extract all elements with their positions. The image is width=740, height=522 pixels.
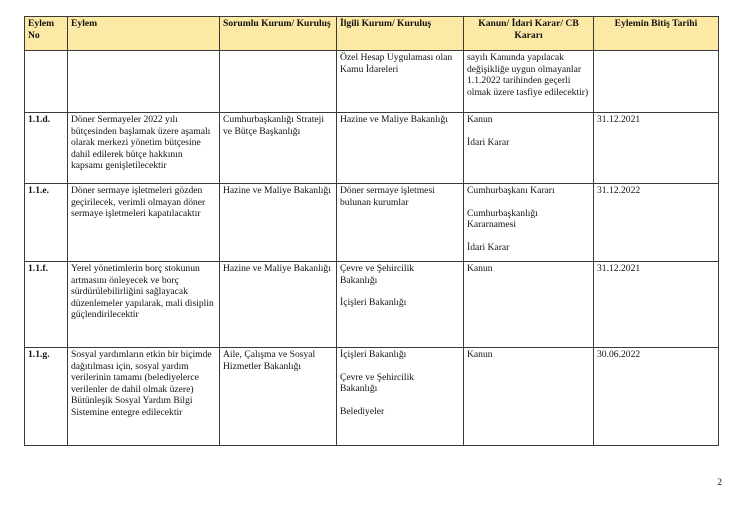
cell-code — [25, 51, 68, 113]
header-bitis-tarihi: Eylemin Bitiş Tarihi — [594, 17, 719, 51]
cell-ilgili — [337, 262, 464, 348]
table-header-row — [25, 17, 719, 51]
cell-kanun — [464, 348, 594, 446]
header-ilgili-kurum: İlgili Kurum/ Kuruluş — [337, 17, 464, 51]
kanun-entry: Cumhurbaşkanlığı Kararnamesi — [467, 207, 538, 231]
table-row — [25, 51, 719, 113]
cell-eylem: Yerel yönetimlerin borç stokunun artmasını önleyecek ve borç sürdürülebilirliğini sağlayacak düzenlemeler yapılarak, mali disiplin güçlendirilecektir — [68, 262, 220, 348]
action-plan-table — [24, 16, 719, 446]
ilgili-entry: Özel Hesap Uygulaması olan Kamu İdareleri — [340, 52, 453, 75]
header-eylem: Eylem — [68, 17, 220, 51]
spacer — [467, 126, 590, 137]
cell-kanun — [464, 262, 594, 348]
cell-sorumlu: Hazine ve Maliye Bakanlığı — [220, 184, 337, 262]
kanun-entry: Kanun — [467, 114, 493, 125]
spacer — [467, 197, 590, 208]
ilgili-entry: İçişleri Bakanlığı — [340, 349, 407, 360]
cell-ilgili — [337, 51, 464, 113]
cell-ilgili — [337, 348, 464, 446]
cell-code: 1.1.f. — [25, 262, 68, 348]
kanun-entry: Kanun — [467, 349, 493, 360]
spacer — [340, 395, 460, 406]
cell-sorumlu: Hazine ve Maliye Bakanlığı — [220, 262, 337, 348]
table-row — [25, 113, 719, 184]
cell-code: 1.1.e. — [25, 184, 68, 262]
table-row — [25, 262, 719, 348]
cell-code: 1.1.d. — [25, 113, 68, 184]
spacer — [467, 231, 590, 242]
table-row — [25, 184, 719, 262]
ilgili-entry: Hazine ve Maliye Bakanlığı — [340, 114, 448, 125]
cell-eylem — [68, 51, 220, 113]
cell-ilgili — [337, 113, 464, 184]
ilgili-entry: Döner sermaye işletmesi bulunan kurumlar — [340, 185, 435, 208]
cell-eylem: Döner sermaye işletmeleri gözden geçirilecek, verimli olmayan döner sermaye işletmeleri kapatılacaktır — [68, 184, 220, 262]
header-kanun-karar: Kanun/ İdari Karar/ CB Kararı — [464, 17, 594, 51]
cell-sorumlu — [220, 51, 337, 113]
kanun-entry: İdari Karar — [467, 136, 510, 148]
cell-tarih: 30.06.2022 — [594, 348, 719, 446]
ilgili-entry: Çevre ve Şehircilik Bakanlığı — [340, 263, 415, 286]
cell-tarih: 31.12.2021 — [594, 262, 719, 348]
cell-ilgili — [337, 184, 464, 262]
cell-eylem: Sosyal yardımların etkin bir biçimde dağıtılması için, sosyal yardım verilerinin tamamı (belediyelerce verilenler de dahil olmak üzere) Bütünleşik Sosyal Yardım Bilgi Sistemine entegre edilecektir — [68, 348, 220, 446]
cell-tarih: 31.12.2021 — [594, 113, 719, 184]
ilgili-entry: Belediyeler — [340, 405, 385, 417]
cell-sorumlu: Cumhurbaşkanlığı Strateji ve Bütçe Başkanlığı — [220, 113, 337, 184]
cell-kanun — [464, 113, 594, 184]
kanun-entry: sayılı Kanunda yapılacak değişikliğe uygun olmayanlar 1.1.2022 tarihinden geçerli olmak üzere tasfiye edilecektir) — [467, 52, 589, 98]
ilgili-entry: Çevre ve Şehircilik Bakanlığı — [340, 371, 415, 395]
cell-sorumlu: Aile, Çalışma ve Sosyal Hizmetler Bakanlığı — [220, 348, 337, 446]
header-sorumlu-kurum: Sorumlu Kurum/ Kuruluş — [220, 17, 337, 51]
kanun-entry: Cumhurbaşkanı Kararı — [467, 185, 555, 196]
kanun-entry: İdari Karar — [467, 241, 510, 253]
cell-eylem: Döner Sermayeler 2022 yılı bütçesinden başlamak üzere aşamalı olarak merkezi yönetim bütçesine dahil edilerek bütçe hakkının kapsamı genişletilecektir — [68, 113, 220, 184]
kanun-entry: Kanun — [467, 263, 493, 274]
header-eylem-no: Eylem No — [25, 17, 68, 51]
page-number: 2 — [717, 477, 722, 488]
cell-tarih: 31.12.2022 — [594, 184, 719, 262]
table-row — [25, 348, 719, 446]
cell-kanun — [464, 51, 594, 113]
ilgili-entry: İçişleri Bakanlığı — [340, 297, 407, 309]
cell-kanun — [464, 184, 594, 262]
cell-tarih — [594, 51, 719, 113]
spacer — [340, 286, 460, 297]
cell-code: 1.1.g. — [25, 348, 68, 446]
spacer — [340, 361, 460, 372]
